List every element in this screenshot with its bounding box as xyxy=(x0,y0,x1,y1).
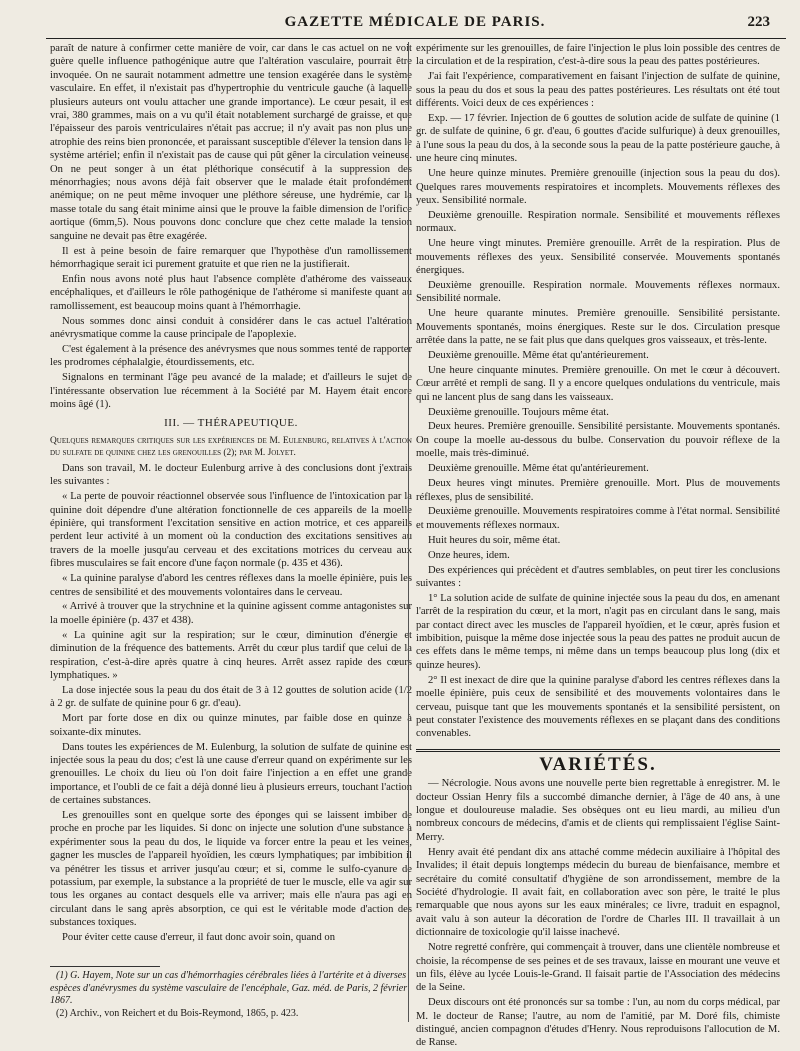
quote-paragraph: « Arrivé à trouver que la strychnine et la quinine agissent comme antagonistes sur la moelle épinière (p. 437 et 438). xyxy=(50,601,412,626)
experiment-paragraph: Deuxième grenouille. Toujours même état. xyxy=(428,406,609,418)
paragraph: Dans toutes les expériences de M. Eulenburg, la solution de sulfate de quinine est injectée sous la peau du dos; c'est là une cause d'erreur quand on expérimente sur les grenouilles. Le choix du lieu où l'on doit faire l'injection a en effet une grande importance, et l'oubli de ce fait a déjà donné lieu à plusieurs erreurs, touchant l'action de certaines substances. xyxy=(50,741,412,807)
footnote: (1) G. Hayem, Note sur un cas d'hémorrhagies cérébrales liées à l'artérite et à diverses espèces d'anévrysmes du système vasculaire de l'encéphale, Gaz. méd. de Paris, 2 février 1867. xyxy=(50,970,408,1007)
article-heading: Quelques remarques critiques sur les expériences de M. Eulenburg, relatives à l'action du sulfate de quinine chez les grenouilles (2); par M. Jolyet. xyxy=(50,435,412,458)
column-divider xyxy=(408,42,409,1022)
paragraph: Notre regretté confrère, qui commençait à trouver, dans une clientèle nombreuse et choisie, la récompense de ses peines et de ses travaux, laisse en mourant une veuve et un fils, élève au lycée Louis-le-Grand. Il faisait partie de l'Association des médecins de la Seine. xyxy=(416,942,780,994)
experiment-paragraph: Huit heures du soir, même état. xyxy=(428,534,561,546)
experiment-paragraph: Deux heures vingt minutes. Première grenouille. Mort. Plus de mouvements réflexes, plus de sensibilité. xyxy=(416,478,780,503)
right-column xyxy=(416,42,780,1051)
quote-paragraph: « La quinine paralyse d'abord les centres réflexes dans la moelle épinière, puis les centres de sensibilité et des mouvements volontaires dans le cerveau. xyxy=(50,573,412,598)
running-head xyxy=(60,14,770,36)
experiment-paragraph: Deuxième grenouille. Mouvements respiratoires comme à l'état normal. Sensibilité et mouvements réflexes normaux. xyxy=(416,506,780,531)
experiment-paragraph: Une heure quinze minutes. Première grenouille (injection sous la peau du dos). Quelques rares mouvements respiratoires et incomplets. Mouvements réflexes des yeux. Sensibilité normale. xyxy=(416,168,780,206)
section-rule xyxy=(416,749,780,752)
paragraph: Des expériences qui précèdent et d'autres semblables, on peut tirer les conclusions suivantes : xyxy=(416,564,780,589)
experiment-paragraph: Une heure quarante minutes. Première grenouille. Sensibilité persistante. Mouvements spontanés, moins énergiques. Reste sur le dos. Circulation presque arrêtée dans la patte, ne se fait plus que dans quelques gros vaisseaux, et très-lente. xyxy=(416,308,780,347)
paragraph: Mort par forte dose en dix ou quinze minutes, par faible dose en quinze à soixante-dix minutes. xyxy=(50,713,412,738)
paragraph: Henry avait été pendant dix ans attaché comme médecin auxiliaire à l'hôpital des Invalides; il était depuis longtemps médecin du bureau de bienfaisance, membre et secrétaire du comité consultatif d'hygiène de son arrondissement, membre de la Société d'hydrologie. Il avait fait, en collaboration avec son père, le traité le plus remarquable que nous ayons sur les eaux minérales; ce livre, traduit en espagnol, avait valu à son auteur la décoration de l'ordre de Charles III. Il travaillait à un dictionnaire de toxicologie qu'il laisse inachevé. xyxy=(416,846,780,939)
paragraph: J'ai fait l'expérience, comparativement en faisant l'injection de sulfate de quinine, sous la peau du dos et sous la peau des pattes postérieures. Les résultats ont été tout différents. Voici deux de ces expériences : xyxy=(416,71,780,110)
paragraph: Dans son travail, M. le docteur Eulenburg arrive à des conclusions dont j'extrais les suivantes : xyxy=(50,462,412,488)
paragraph: Nous sommes donc ainsi conduit à considérer dans le cas actuel l'altération anévrysmatique comme la cause principale de l'apoplexie. xyxy=(50,315,412,341)
paragraph: Deux discours ont été prononcés sur sa tombe : l'un, au nom du corps médical, par M. le docteur de Ranse; l'autre, au nom de l'amitié, par M. Doré fils, chimiste distingué, ancien compagnon d'études d'Henry. Nous reproduisons l'allocution de M. de Ranse. xyxy=(416,997,780,1049)
paragraph: paraît de nature à confirmer cette manière de voir, car dans le cas actuel on ne voit guère quelle influence pathogénique autre que l'altération vasculaire, pourrait être invoquée. On ne saurait notamment admettre une tension exagérée dans le système vasculaire. En effet, il n'existait pas d'hypertrophie du ventricule gauche (à laquelle plusieurs auteurs ont voulu attacher une grande importance). Le cœur pesait, il est vrai, 380 grammes, mais on a vu qu'il était notablement surchargé de graisse, et que l'épaisseur des parois ventriculaires n'était pas accrue; il n'y avait pas non plus une atrophie des reins bien prononcée, et paraissant susceptible d'élever la tension dans le système artériel; enfin il n'existait pas de cause qui pût gêner la circulation veineuse. On ne peut songer à un état pléthorique consécutif à la suppression des ménorrhagies; nous avons déjà fait observer que le malade était profondément anémique; on ne peut même invoquer une pléthore séreuse, une hydrémie, car la masse totale du sang était minime ainsi que le prouve la faible dimension de l'orifice aortique (6mm,5). Nous pouvons donc conclure que chez cette malade la tension sanguine ne devait pas être exagérée. xyxy=(50,43,412,242)
paragraph: Signalons en terminant l'âge peu avancé de la malade; et d'ailleurs le sujet de l'intéressante observation lue récemment à la Société par M. Hayem était encore moins âgé (1). xyxy=(50,372,412,411)
experiment-paragraph: Deuxième grenouille. Même état qu'antérieurement. xyxy=(428,463,649,475)
experiment-paragraph: Deuxième grenouille. Respiration normale. Sensibilité et mouvements réflexes normaux. xyxy=(416,209,780,235)
paragraph: Les grenouilles sont en quelque sorte des éponges qui se laissent imbiber de proche en proche par les liquides. Si donc on injecte une solution d'une substance à expérimenter sous la peau du dos, le liquide va forcer entre la peau et les veines, gagner les muscles de l'appareil hyoïdien, les cœurs lymphatiques; par imbibition il va pénétrer les tissus et arriver jusqu'au cœur; et si, comme le sulfo-cyanure de potassium, par exemple, la substance a la propriété de tuer le muscle, elle va agir sur tous les organes au contact desquels elle va arriver; mais elle n'aura pas agi en circulant dans le sang après absorption, ce qui est le véritable mode d'action des substances toxiques. xyxy=(50,810,412,929)
experiment-paragraph: Deuxième grenouille. Respiration normale. Mouvements réflexes normaux. Sensibilité normale. xyxy=(416,279,780,305)
paragraph: Il est à peine besoin de faire remarquer que l'hypothèse d'un ramollissement hémorrhagique serait ici purement gratuite et que rien ne la justifierait. xyxy=(50,245,412,270)
paragraph: expérimente sur les grenouilles, de faire l'injection le plus loin possible des centres de la circulation et de la respiration, c'est-à-dire sous la peau des pattes postérieures. xyxy=(416,43,780,68)
quote-paragraph: « La perte de pouvoir réactionnel observée sous l'influence de l'intoxication par la quinine doit dépendre d'une altération fonctionnelle de ces appareils de la moelle épinière, qui transforment l'excitation sensitive en action motrice, et ces appareils perdent leur activité à un moment où la conduction des excitations sensitives au travers de la moelle jusqu'au cerveau et des excitations motrices du cerveau aux fibres musculaires se fait encore d'une façon normale (p. 435 et 436). xyxy=(50,491,412,570)
paragraph: — Nécrologie. Nous avons une nouvelle perte bien regrettable à enregistrer. M. le docteur Ossian Henry fils a succombé dimanche dernier, à l'âge de 40 ans, à une longue et douloureuse maladie. Ses obsèques ont eu lieu mardi, au milieu d'un nombreux concours de médecins, d'amis et de clients qui remplissaient l'église Saint-Merry. xyxy=(416,778,780,843)
header-rule xyxy=(46,38,786,39)
section-title: III. — THÉRAPEUTIQUE. xyxy=(164,417,298,430)
page-number: 223 xyxy=(747,14,770,30)
footnote-rule xyxy=(50,966,160,967)
paragraph: La dose injectée sous la peau du dos était de 3 à 12 gouttes de solution acide (1/2 à 2 gr. de sulfate de quinine pour 6 gr. d'eau). xyxy=(50,684,412,710)
varietes-title: VARIÉTÉS. xyxy=(539,753,657,775)
paragraph: Pour éviter cette cause d'erreur, il faut donc avoir soin, quand on xyxy=(62,932,336,944)
experiment-paragraph: Une heure vingt minutes. Première grenouille. Arrêt de la respiration. Plus de mouvements réflexes des yeux. Sensibilité conservée. Mouvements spontanés énergiques. xyxy=(416,238,780,276)
experiment-paragraph: Deuxième grenouille. Même état qu'antérieurement. xyxy=(428,349,649,361)
experiment-paragraph: Onze heures, idem. xyxy=(428,549,510,561)
experiment-paragraph: Une heure cinquante minutes. Première grenouille. On met le cœur à découvert. Cœur arrêté et rempli de sang. Il y a encore quelques ondulations du ventricule, mais qui ne lancent plus de sang dans les vaisseaux. xyxy=(416,364,780,403)
experiment-paragraph: Deux heures. Première grenouille. Sensibilité persistante. Mouvements spontanés. On coupe la moelle au-dessous du bulbe. Conservation du pouvoir réflexe de la moelle, mais très-diminué. xyxy=(416,421,780,460)
footnote: (2) Archiv., von Reichert et du Bois-Reymond, 1865, p. 423. xyxy=(56,1007,299,1019)
experiment-paragraph: Exp. — 17 février. Injection de 6 gouttes de solution acide de sulfate de quinine (1 gr. de sulfate de quinine, 6 gr. d'eau, 6 gouttes d'acide sulfurique) à deux grenouilles, à l'une sous la peau du dos, à la seconde sous la peau de la patte postérieure gauche, à une heure cinq minutes. xyxy=(416,113,780,165)
journal-title: GAZETTE MÉDICALE DE PARIS. xyxy=(284,14,546,30)
paragraph: Enfin nous avons noté plus haut l'absence complète d'athérome des vaisseaux encéphaliques, et d'ailleurs le rôle pathogénique de l'athérome si manifeste quant au ramollissement, est beaucoup moins quant à l'hémorrhagie. xyxy=(50,273,412,312)
conclusion-paragraph: 1° La solution acide de sulfate de quinine injectée sous la peau du dos, en amenant l'arrêt de la respiration du cœur, et la mort, n'agit pas en circulant dans le sang, mais par contact direct avec les muscles de l'appareil hyoïdien, et le cœur, après fusion et imbibition, puisque la même dose injectée sous la peau des pattes ne produit aucun de ces effets dans le même temps, ni même dans un temps beaucoup plus long (dix et quinze heures). xyxy=(416,592,780,671)
quote-paragraph: « La quinine agit sur la respiration; sur le cœur, diminution d'énergie et diminution de la fréquence des battements. Arrêt du cœur plus tardif que celui de la respiration, c'est-à-dire après quatre à cinq heures. Arrêt assez rapide des cœurs lymphatiques. » xyxy=(50,629,412,681)
conclusion-paragraph: 2° Il est inexact de dire que la quinine paralyse d'abord les centres réflexes dans la moelle épinière, puis ceux de sensibilité et des mouvements volontaires dans le cerveau, puisque tant que les mouvements spontanés et la sensibilité persistent, on peut constater l'existence des mouvements réflexes en se plaçant dans des conditions convenables. xyxy=(416,674,780,740)
footnotes xyxy=(50,966,412,1020)
paragraph: C'est également à la présence des anévrysmes que nous sommes tenté de rapporter les prodromes céphalalgie, étourdissements, etc. xyxy=(50,343,412,369)
varietes-section xyxy=(416,749,780,1050)
left-column xyxy=(50,42,412,946)
